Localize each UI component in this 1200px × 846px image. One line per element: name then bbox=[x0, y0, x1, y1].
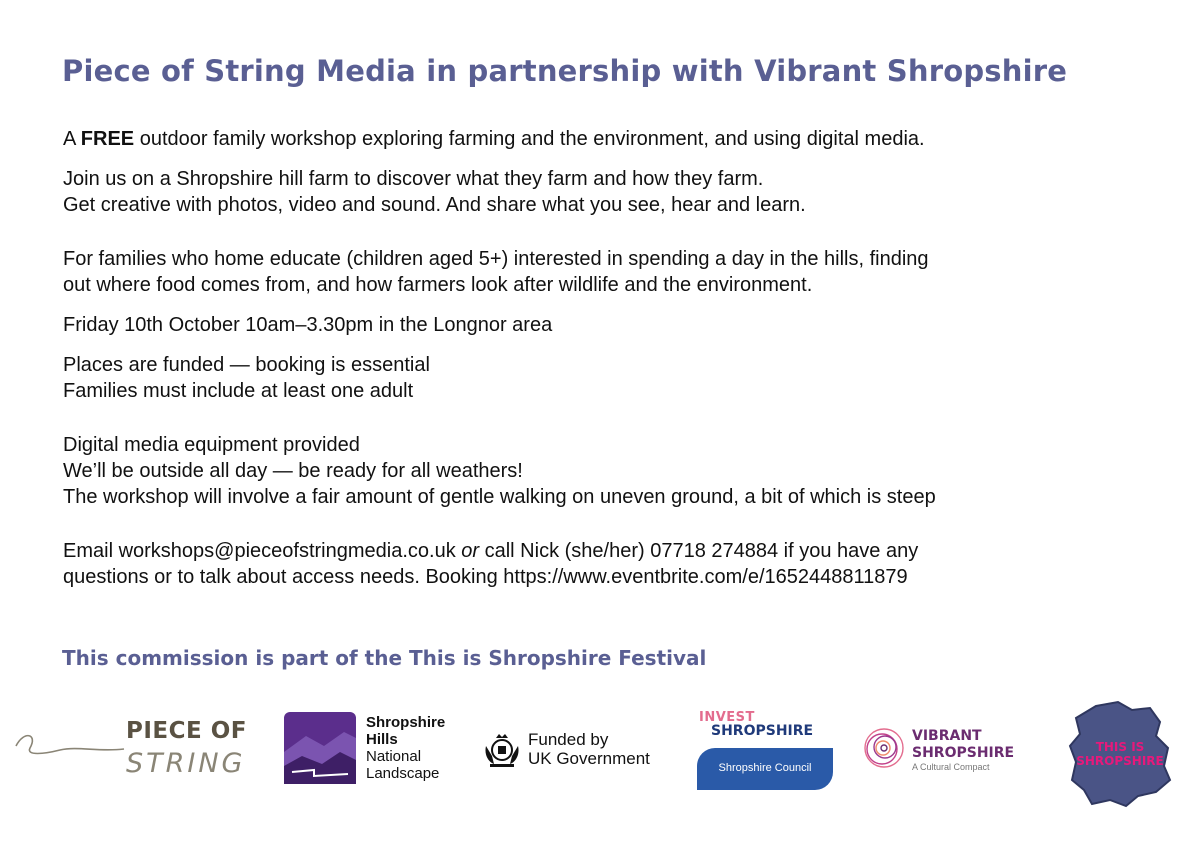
intro-line bbox=[63, 126, 1173, 152]
uk-government-line2: UK Government bbox=[528, 749, 650, 768]
practical-line: The workshop will involve a fair amount of gentle walking on uneven ground, a bit of which is steep bbox=[63, 486, 936, 508]
shropshire-word: SHROPSHIRE bbox=[711, 723, 814, 739]
hills-landscape-icon bbox=[284, 712, 356, 784]
date-line: Friday 10th October 10am–3.30pm in the Longnor area bbox=[63, 314, 553, 336]
join-line: Get creative with photos, video and sound. And share what you see, hear and learn. bbox=[63, 194, 806, 216]
shropshire-hills-line2: Hills bbox=[366, 731, 398, 748]
contact-or: or bbox=[461, 540, 480, 562]
uk-government-text bbox=[528, 730, 650, 768]
this-is-shropshire-logo bbox=[1066, 700, 1174, 808]
uk-government-logo bbox=[482, 728, 667, 772]
festival-line: This commission is part of the This is Shropshire Festival bbox=[62, 646, 707, 670]
piece-of-string-line2: STRING bbox=[126, 748, 246, 779]
free-emphasis: FREE bbox=[80, 128, 135, 150]
shropshire-hills-line3: National bbox=[366, 748, 422, 765]
vibrant-tagline: A Cultural Compact bbox=[912, 762, 990, 772]
intro-prefix: A bbox=[63, 128, 81, 150]
contact-line bbox=[63, 538, 1173, 564]
page-title: Piece of String Media in partnership with Vibrant Shropshire bbox=[62, 54, 1068, 88]
vibrant-shropshire-name bbox=[912, 728, 1014, 762]
contact-phone: call Nick (she/her) 07718 274884 if you have any bbox=[479, 540, 919, 562]
booking-line: Families must include at least one adult bbox=[63, 380, 414, 402]
intro-rest: outdoor family workshop exploring farming and the environment, and using digital media. bbox=[134, 128, 925, 150]
contact-line-2[interactable]: questions or to talk about access needs. Booking https://www.eventbrite.com/e/1652448811879 bbox=[63, 566, 908, 588]
practical-line: Digital media equipment provided bbox=[63, 434, 360, 456]
join-line: Join us on a Shropshire hill farm to discover what they farm and how they farm. bbox=[63, 168, 764, 190]
shropshire-hills-line1: Shropshire bbox=[366, 714, 446, 731]
invest-shropshire-logo bbox=[697, 708, 833, 792]
royal-crest-icon bbox=[482, 730, 522, 770]
this-is-shropshire-text bbox=[1066, 740, 1174, 768]
shropshire-council-label: Shropshire Council bbox=[718, 762, 812, 774]
tis-line2: SHROPSHIRE bbox=[1076, 754, 1164, 768]
vibrant-line1: VIBRANT bbox=[912, 728, 982, 744]
invest-word: INVEST bbox=[699, 710, 755, 725]
vibrant-shropshire-logo bbox=[860, 724, 1050, 776]
tis-line1: THIS IS bbox=[1095, 740, 1145, 754]
piece-of-string-line1: PIECE OF bbox=[126, 718, 247, 744]
workshop-description bbox=[63, 126, 1173, 590]
uk-government-line1: Funded by bbox=[528, 730, 609, 749]
contact-email[interactable]: Email workshops@pieceofstringmedia.co.uk bbox=[63, 540, 462, 562]
audience-line: out where food comes from, and how farmers look after wildlife and the environment. bbox=[63, 274, 813, 296]
shropshire-hills-text bbox=[366, 714, 445, 782]
shropshire-hills-logo bbox=[284, 712, 454, 788]
invest-shropshire-wordmark bbox=[697, 708, 833, 744]
shropshire-hills-line4: Landscape bbox=[366, 765, 440, 782]
booking-line: Places are funded — booking is essential bbox=[63, 354, 430, 376]
spiral-swirl-icon bbox=[860, 724, 908, 772]
vibrant-line2: SHROPSHIRE bbox=[912, 745, 1015, 761]
piece-of-string-logo bbox=[14, 712, 254, 792]
string-squiggle-icon bbox=[14, 722, 126, 782]
practical-line: We’ll be outside all day — be ready for all weathers! bbox=[63, 460, 523, 482]
audience-line: For families who home educate (children aged 5+) interested in spending a day in the hills, finding bbox=[63, 248, 929, 270]
